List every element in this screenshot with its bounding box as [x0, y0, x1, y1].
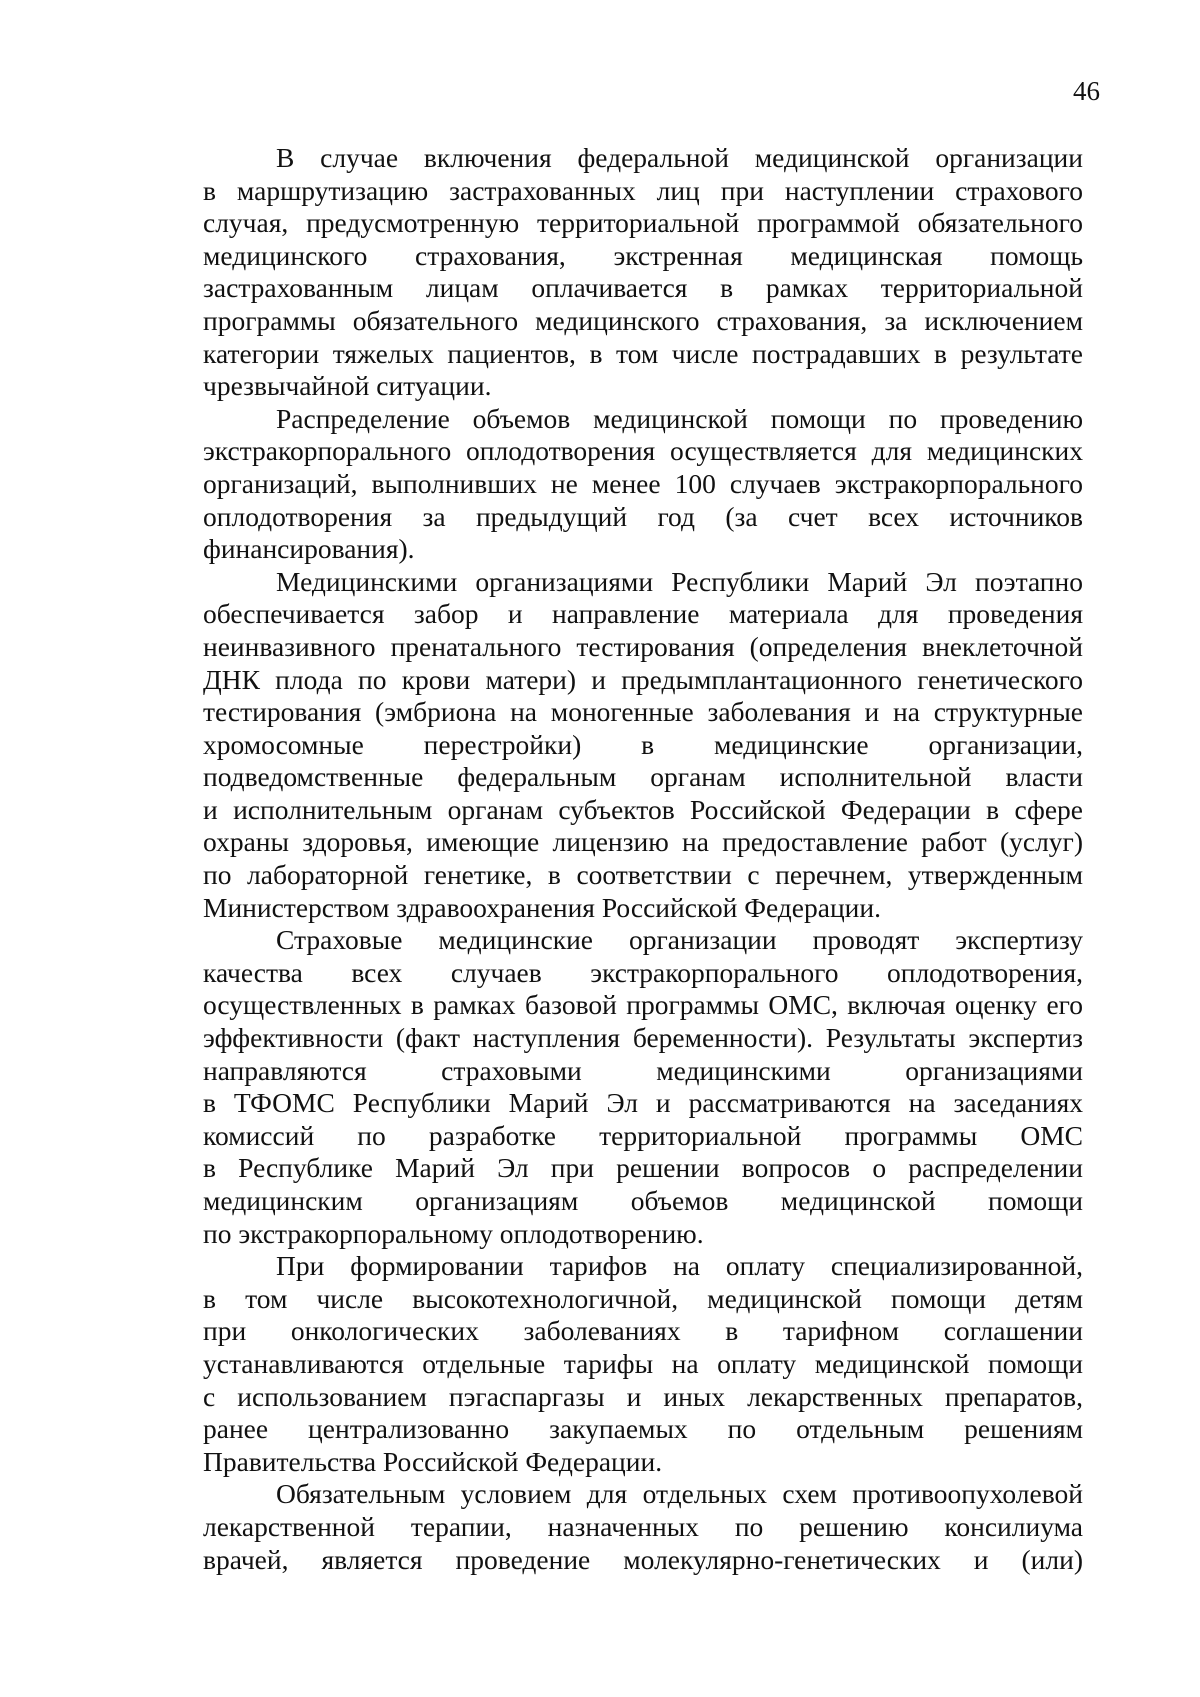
text-line: категории тяжелых пациентов, в том числе пострадавших в результате: [203, 337, 1083, 369]
text-line: случая, предусмотренную территориальной программой обязательного: [203, 207, 1083, 239]
paragraph-prenatal-testing: [203, 566, 1083, 925]
text-line: и исполнительным органам субъектов Российской Федерации в сфере: [203, 793, 1083, 825]
text-line: врачей, является проведение молекулярно-генетических и (или): [203, 1543, 1083, 1575]
text-line: эффективности (факт наступления беременности). Результаты экспертиз: [203, 1022, 1083, 1054]
text-line: по экстракорпоральному оплодотворению.: [203, 1217, 704, 1249]
text-line: Распределение объемов медицинской помощи по проведению: [276, 402, 1083, 434]
text-line: Правительства Российской Федерации.: [203, 1445, 663, 1477]
text-line: охраны здоровья, имеющие лицензию на предоставление работ (услуг): [203, 826, 1083, 858]
text-line: в ТФОМС Республики Марий Эл и рассматриваются на заседаниях: [203, 1087, 1083, 1119]
text-line: ДНК плода по крови матери) и предымплантационного генетического: [203, 663, 1083, 695]
text-line: с использованием пэгаспаргазы и иных лекарственных препаратов,: [203, 1380, 1083, 1412]
text-line: направляются страховыми медицинскими организациями: [203, 1054, 1083, 1086]
text-line: лекарственной терапии, назначенных по решению консилиума: [203, 1510, 1083, 1542]
text-line: в Республике Марий Эл при решении вопросов о распределении: [203, 1152, 1083, 1184]
text-line: в маршрутизацию застрахованных лиц при наступлении страхового: [203, 174, 1083, 206]
text-line: тестирования (эмбриона на моногенные заболевания и на структурные: [203, 696, 1083, 728]
text-line: ранее централизованно закупаемых по отдельным решениям: [203, 1413, 1083, 1445]
text-line: организаций, выполнивших не менее 100 случаев экстракорпорального: [203, 467, 1083, 499]
paragraph-ivf-expertise: [203, 924, 1083, 1250]
text-line: Министерством здравоохранения Российской Федерации.: [203, 891, 881, 923]
text-line: чрезвычайной ситуации.: [203, 370, 492, 402]
paragraph-emergency-care: [203, 142, 1083, 403]
text-line: в том числе высокотехнологичной, медицинской помощи детям: [203, 1282, 1083, 1314]
text-line: застрахованным лицам оплачивается в рамках территориальной: [203, 272, 1083, 304]
text-line: экстракорпорального оплодотворения осуществляется для медицинских: [203, 435, 1083, 467]
text-line: подведомственные федеральным органам исполнительной власти: [203, 761, 1083, 793]
text-line: При формировании тарифов на оплату специализированной,: [276, 1250, 1083, 1282]
text-line: программы обязательного медицинского страхования, за исключением: [203, 304, 1083, 336]
text-line: оплодотворения за предыдущий год (за счет всех источников: [203, 500, 1083, 532]
text-line: неинвазивного пренатального тестирования (определения внеклеточной: [203, 630, 1083, 662]
text-line: хромосомные перестройки) в медицинские организации,: [203, 728, 1083, 760]
paragraph-ivf-volumes: [203, 403, 1083, 566]
text-line: Обязательным условием для отдельных схем противоопухолевой: [276, 1478, 1083, 1510]
text-line: Страховые медицинские организации проводят экспертизу: [276, 924, 1083, 956]
text-line: финансирования).: [203, 533, 415, 565]
document-body: [203, 142, 1083, 1576]
text-line: осуществленных в рамках базовой программы ОМС, включая оценку его: [203, 989, 1083, 1021]
paragraph-antitumor-therapy: [203, 1478, 1083, 1576]
text-line: качества всех случаев экстракорпорального оплодотворения,: [203, 956, 1083, 988]
text-line: медицинского страхования, экстренная медицинская помощь: [203, 239, 1083, 271]
text-line: медицинским организациям объемов медицинской помощи: [203, 1185, 1083, 1216]
text-line: Медицинскими организациями Республики Марий Эл поэтапно: [276, 565, 1083, 597]
text-line: комиссий по разработке территориальной программы ОМС: [203, 1119, 1083, 1151]
text-line: по лабораторной генетике, в соответствии с перечнем, утвержденным: [203, 859, 1083, 891]
page-number: 46: [1073, 76, 1100, 106]
text-line: устанавливаются отдельные тарифы на оплату медицинской помощи: [203, 1347, 1083, 1379]
paragraph-pediatric-tariffs: [203, 1250, 1083, 1478]
text-line: обеспечивается забор и направление материала для проведения: [203, 598, 1083, 630]
text-line: В случае включения федеральной медицинской организации: [276, 142, 1083, 173]
text-line: при онкологических заболеваниях в тарифном соглашении: [203, 1315, 1083, 1347]
